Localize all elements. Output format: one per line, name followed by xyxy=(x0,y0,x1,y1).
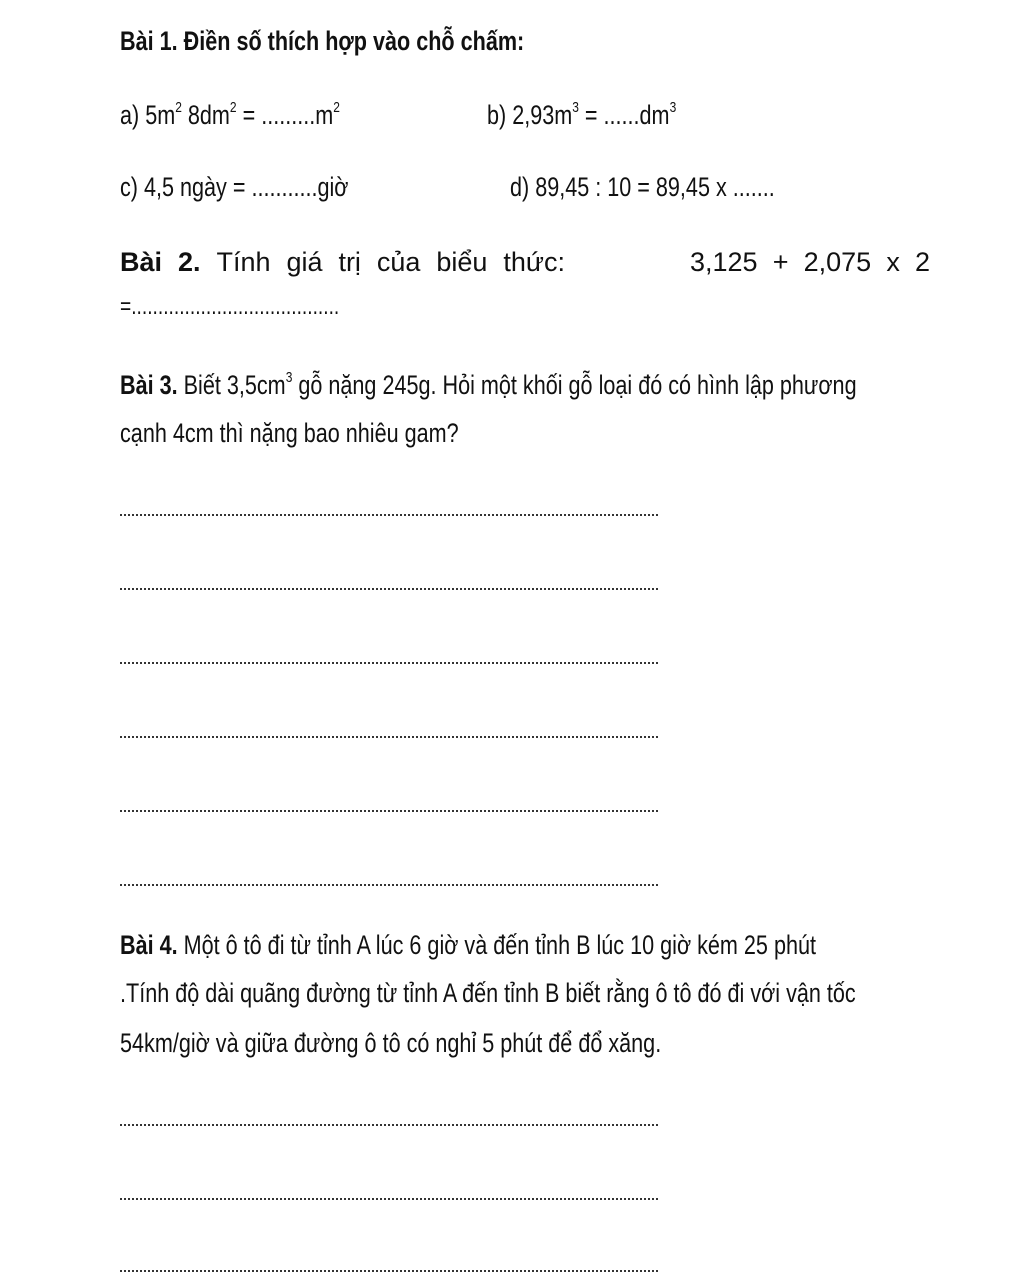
answer-line xyxy=(120,514,658,516)
answer-line xyxy=(120,588,658,590)
answer-line xyxy=(120,662,658,664)
bai2-question: Bài 2. Tính giá trị của biểu thức: xyxy=(120,247,565,277)
bai2-answer-line: =....................................... xyxy=(120,293,340,320)
bai1-item-a: a) $5m^2$ $8dm^2 = .........m^2$ xyxy=(120,99,340,130)
answer-line xyxy=(120,1270,658,1272)
answer-line xyxy=(120,810,658,812)
bai4-line3: 54km/giờ và giữa đường ô tô có nghỉ 5 phút để đổ xăng. xyxy=(120,1028,662,1058)
bai3-line1: Bài 3. Biết $3,5cm^3$ gỗ nặng 245g. Hỏi một khối gỗ loại đó có hình lập phương xyxy=(120,369,857,400)
bai1-item-c: c) 4,5 ngày = ...........giờ xyxy=(120,172,349,202)
bai1-item-d: d) 89,45 : 10 = 89,45 x ....... xyxy=(510,172,775,202)
bai4-line2: .Tính độ dài quãng đường từ tỉnh A đến tỉnh B biết rằng ô tô đó đi với vận tốc xyxy=(120,978,856,1008)
answer-line xyxy=(120,1198,658,1200)
answer-line xyxy=(120,884,658,886)
bai1-item-b: b) $2,93m^3 = ......dm^3$ xyxy=(487,99,677,130)
bai4-line1: Bài 4. Một ô tô đi từ tỉnh A lúc 6 giờ và đến tỉnh B lúc 10 giờ kém 25 phút xyxy=(120,930,816,960)
bai2-expression: 3,125 + 2,075 x 2 xyxy=(690,247,930,277)
answer-line xyxy=(120,736,658,738)
answer-line xyxy=(120,1124,658,1126)
bai3-line2: cạnh 4cm thì nặng bao nhiêu gam? xyxy=(120,418,459,448)
bai1-title: Bài 1. Điền số thích hợp vào chỗ chấm: xyxy=(120,26,525,56)
